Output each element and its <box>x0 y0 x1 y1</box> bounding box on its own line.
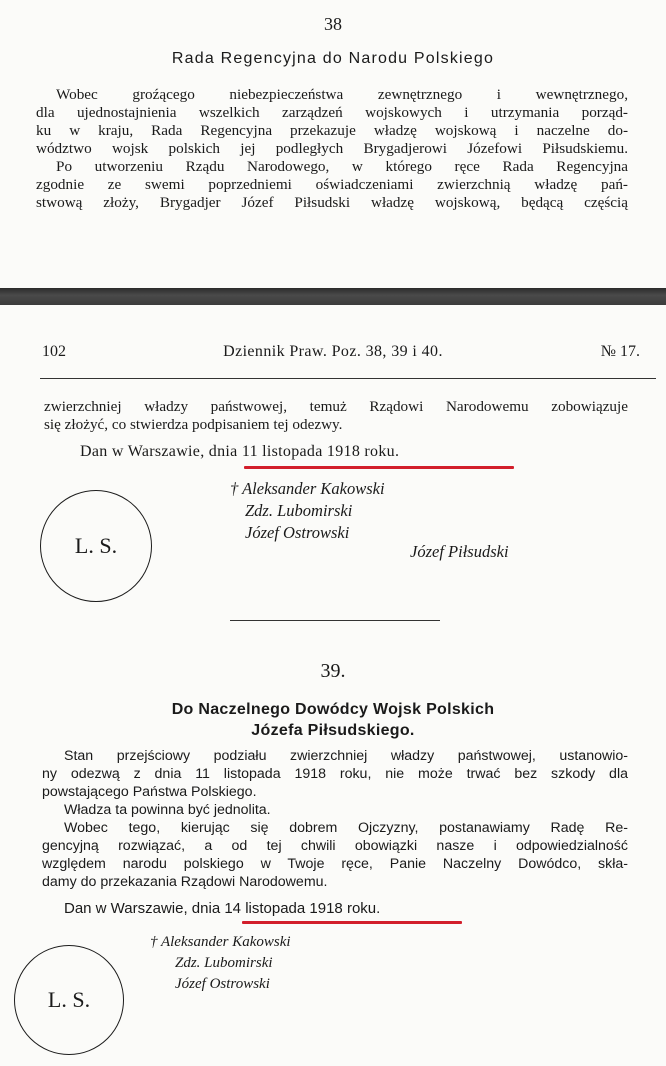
signature-ostrowski-2: Józef Ostrowski <box>175 976 270 992</box>
date-1-highlight <box>244 466 514 469</box>
signature-lubomirski-2: Zdz. Lubomirski <box>175 955 273 971</box>
body-line-7: względem narodu polskiego w Twoje ręce, Panie Naczelny Dowódco, skła- <box>42 856 628 872</box>
date-line-2-date: 14 listopada 1918 roku. <box>224 900 381 917</box>
seal-1 <box>40 490 152 602</box>
date-line-1-date: 11 listopada 1918 roku. <box>241 443 400 460</box>
top-line-3: ku w kraju, Rada Regencyjna przekazuje władzę wojskową i naczelne do- <box>36 122 628 139</box>
seal-2-label: L. S. <box>47 987 91 1012</box>
page-divider <box>0 288 666 306</box>
body-line-6: gencyjną rozwiązać, a od tej chwili obowiązki nasze i odpowiedzialność <box>42 838 628 854</box>
date-2-highlight <box>242 921 462 924</box>
seal-1-label: L. S. <box>74 533 118 558</box>
top-page <box>0 0 666 290</box>
signature-pilsudski-1: Józef Piłsudski <box>410 542 509 561</box>
bottom-page-number: 102 <box>42 343 66 360</box>
header-rule <box>40 378 656 379</box>
top-line-1: Wobec groźącego niebezpieczeństwa zewnętrznego i wewnętrznego, <box>56 86 628 103</box>
date-line-2 <box>64 900 380 917</box>
date-line-2-prefix: Dan w Warszawie, dnia <box>64 900 225 917</box>
top-line-6: zgodnie ze swemi poprzedniemi oświadczeniami zwierzchnią władzę pań- <box>36 176 628 193</box>
signature-lubomirski-1: Zdz. Lubomirski <box>245 501 353 520</box>
top-line-2: dla ujednostajnienia wszelkich zarządzeń wojskowych i utrzymania porząd- <box>36 104 628 121</box>
signature-ostrowski-1: Józef Ostrowski <box>245 523 350 542</box>
top-line-5: Po utworzeniu Rządu Narodowego, w którego ręce Rada Regencyjna <box>56 158 628 175</box>
body-line-5: Wobec tego, kierując się dobrem Ojczyzny, postanawiamy Radę Re- <box>64 820 628 836</box>
section-number: 39. <box>320 660 346 682</box>
signature-kakowski-1: † Aleksander Kakowski <box>230 479 385 498</box>
continuation-line-2: się złożyć, co stwierdza podpisaniem tej odezwy. <box>44 416 343 433</box>
signature-kakowski-2: † Aleksander Kakowski <box>150 934 291 950</box>
body-line-3: powstającego Państwa Polskiego. <box>42 784 257 800</box>
bottom-page <box>0 305 666 1066</box>
running-header: Dziennik Praw. Poz. 38, 39 i 40. <box>223 343 443 360</box>
section-title-line-2: Józefa Piłsudskiego. <box>251 722 415 739</box>
body-line-8: damy do przekazania Rządowi Narodowemu. <box>42 874 328 890</box>
body-line-2: ny odezwą z dnia 11 listopada 1918 roku, nie może trwać bez szkody dla <box>42 766 628 782</box>
date-line-1-prefix: Dan w Warszawie, dnia <box>80 443 242 460</box>
continuation-line-1: zwierzchniej władzy państwowej, temuż Rządowi Narodowemu zobowiązuje <box>44 398 628 415</box>
date-line-1 <box>80 443 399 461</box>
section-separator <box>230 620 440 621</box>
top-line-7: stwową złoży, Brygadjer Józef Piłsudski władzę wojskową, będącą częścią <box>36 194 628 211</box>
seal-2 <box>14 945 124 1055</box>
top-page-number: 38 <box>324 14 342 34</box>
body-line-1: Stan przejściowy podziału zwierzchniej władzy państwowej, ustanowio- <box>64 748 628 764</box>
body-line-4: Władza ta powinna być jednolita. <box>64 802 271 818</box>
issue-number: № 17. <box>600 343 640 360</box>
section-title-line-1: Do Naczelnego Dowódcy Wojsk Polskich <box>171 701 495 718</box>
top-page-heading: Rada Regencyjna do Narodu Polskiego <box>171 50 495 67</box>
top-line-4: wództwo wojsk polskich jej podległych Brygadjerowi Józefowi Piłsudskiemu. <box>36 140 628 157</box>
